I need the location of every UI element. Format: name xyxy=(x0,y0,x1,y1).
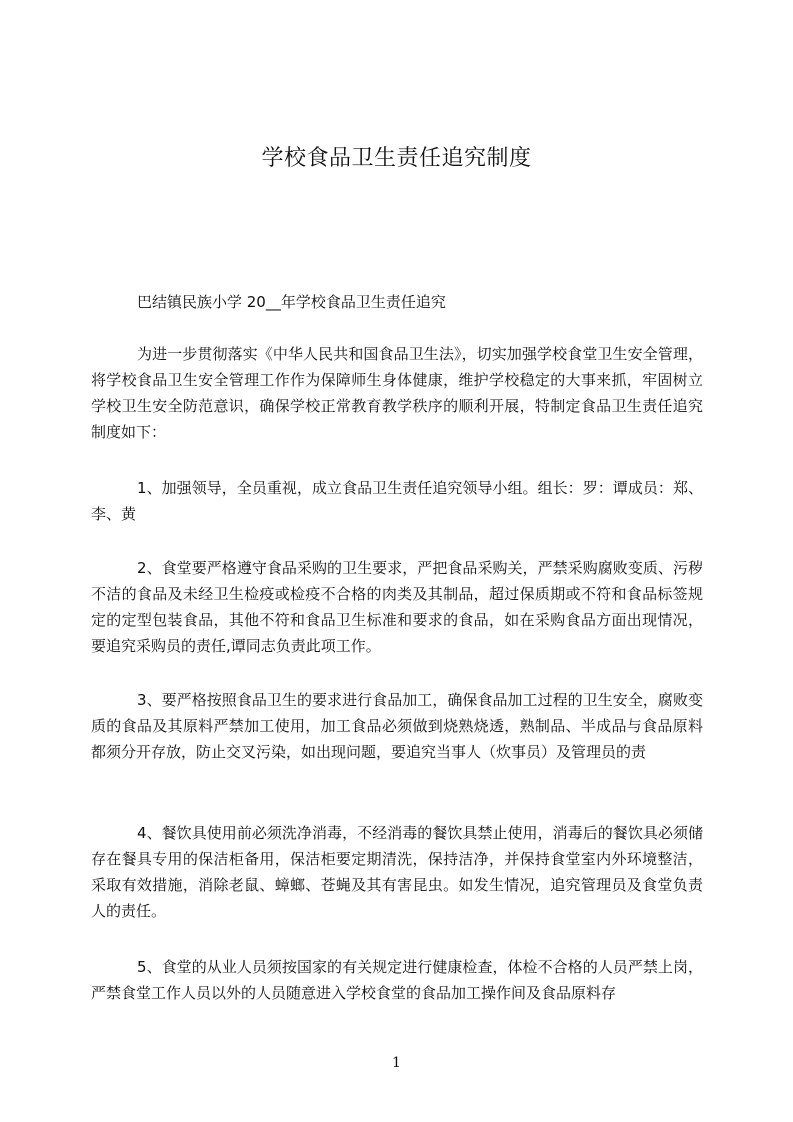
paragraph-item-1: 1、加强领导，全员重视，成立食品卫生责任追究领导小组。组长：罗：谭成员：郑、李、黄 xyxy=(91,479,703,523)
paragraph-item-3: 3、要严格按照食品卫生的要求进行食品加工，确保食品加工过程的卫生安全，腐败变质的食品及其原料严禁加工使用，加工食品必须做到烧熟烧透，熟制品、半成品与食品原料都须分开存放，防止交叉污染，如出现问题，要追究当事人（炊事员）及管理员的责 xyxy=(91,691,703,761)
document-title: 学校食品卫生责任追究制度 xyxy=(261,146,532,171)
page-number: 1 xyxy=(392,1055,401,1071)
paragraph-intro: 为进一步贯彻落实《中华人民共和国食品卫生法》，切实加强学校食堂卫生安全管理，将学校食品卫生安全管理工作作为保障师生身体健康，维护学校稳定的大事来抓，牢固树立学校卫生安全防范意识，确保学校正常教育教学秩序的顺利开展，特制定食品卫生责任追究制度如下： xyxy=(91,345,703,441)
document-subtitle: 巴结镇民族小学 20__年学校食品卫生责任追究 xyxy=(137,293,446,311)
paragraph-item-2: 2、食堂要严格遵守食品采购的卫生要求，严把食品采购关，严禁采购腐败变质、污秽不洁的食品及未经卫生检疫或检疫不合格的肉类及其制品，超过保质期或不符和食品标签规定的定型包装食品，其他不符和食品卫生标准和要求的食品，如在采购食品方面出现情况，要追究采购员的责任,谭同志负责此项工作。 xyxy=(91,559,703,655)
paragraph-item-4: 4、餐饮具使用前必须洗净消毒，不经消毒的餐饮具禁止使用，消毒后的餐饮具必须储存在餐具专用的保洁柜备用，保洁柜要定期清洗，保持洁净，并保持食堂室内外环境整洁，采取有效措施，消除老鼠、蟑螂、苍蝇及其有害昆虫。如发生情况，追究管理员及食堂负责人的责任。 xyxy=(91,824,703,920)
paragraph-item-5: 5、食堂的从业人员须按国家的有关规定进行健康检查，体检不合格的人员严禁上岗，严禁食堂工作人员以外的人员随意进入学校食堂的食品加工操作间及食品原料存 xyxy=(91,958,703,1002)
